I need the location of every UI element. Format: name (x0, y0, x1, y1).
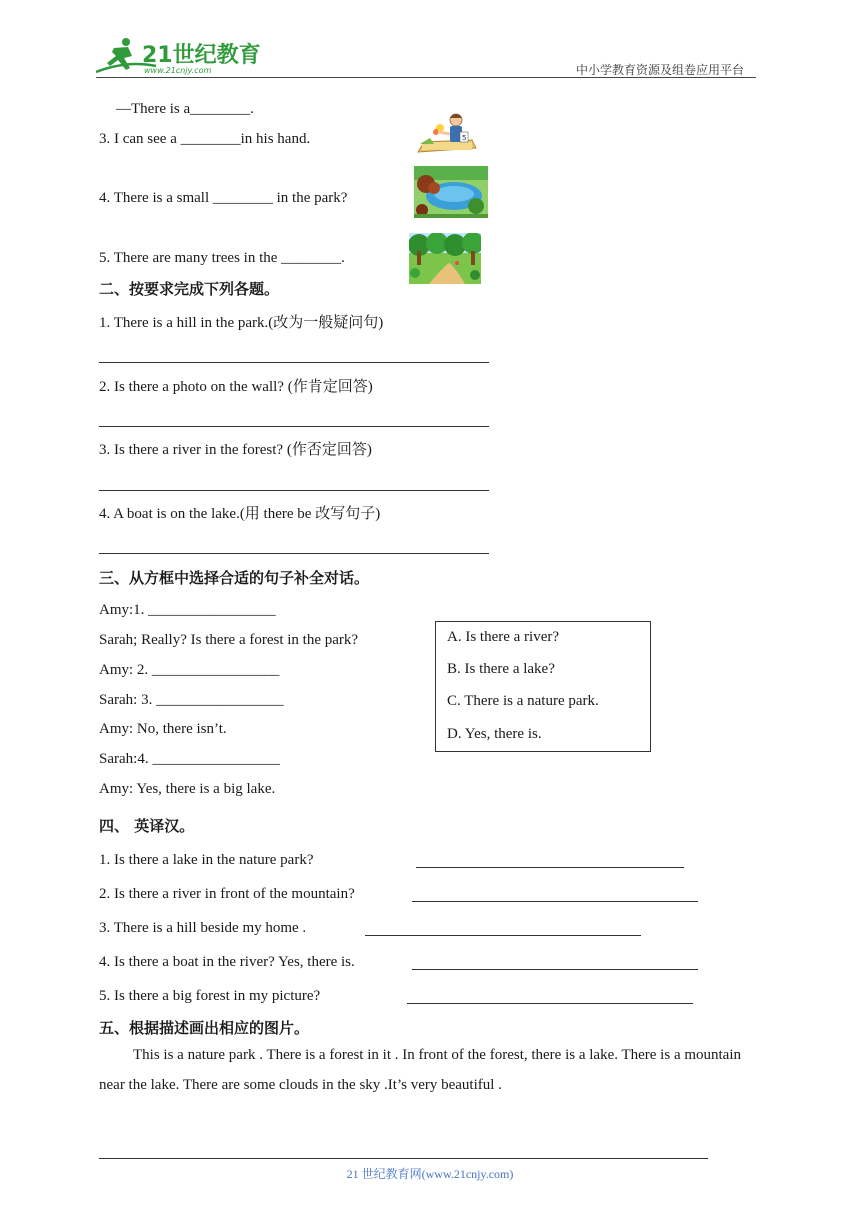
section-4-heading: 四、 英译汉。 (99, 817, 195, 835)
dialogue-line: Amy: Yes, there is a big lake. (99, 781, 276, 797)
translate-item-4: 4. Is there a boat in the river? Yes, there is. (99, 954, 355, 970)
translate-item-2: 2. Is there a river in front of the mountain? (99, 886, 355, 902)
footer-link[interactable]: 21 世纪教育网(www.21cnjy.com) (346, 1167, 514, 1181)
footer-divider (99, 1158, 708, 1159)
dialogue-line: Sarah:4. _________________ (99, 751, 280, 767)
translate-answer-1[interactable] (416, 867, 684, 868)
option-d: D. Yes, there is. (447, 726, 542, 742)
answer-line-1[interactable] (99, 362, 489, 363)
translate-answer-5[interactable] (407, 1003, 693, 1004)
translate-item-1: 1. Is there a lake in the nature park? (99, 852, 314, 868)
header-divider (96, 77, 756, 78)
platform-title: 中小学教育资源及组卷应用平台 (576, 63, 745, 77)
answer-line-2[interactable] (99, 426, 489, 427)
description-paragraph: This is a nature park . There is a forest in it . In front of the forest, there is a lake. There is a mountain near the lake. There are some clouds in the sky .It’s very beautiful . (99, 1047, 742, 1093)
question-4: 4. A boat is on the lake.(用 there be 改写句子) (99, 506, 381, 522)
dialogue-line: Amy: 2. _________________ (99, 662, 280, 678)
logo (96, 36, 261, 78)
dialogue-line: Amy: No, there isn’t. (99, 721, 227, 737)
item-answer: —There is a________. (116, 101, 254, 117)
item-3: 3. I can see a ________in his hand. (99, 131, 311, 147)
translate-answer-3[interactable] (365, 935, 641, 936)
translate-item-3: 3. There is a hill beside my home . (99, 920, 307, 936)
options-box (435, 621, 651, 752)
answer-line-3[interactable] (99, 490, 489, 491)
lake-picture (414, 166, 488, 218)
svg-text:5: 5 (462, 134, 467, 142)
option-c: C. There is a nature park. (447, 693, 599, 709)
logo-text: 21世纪教育 (142, 43, 261, 68)
section-3-heading: 三、从方框中选择合适的句子补全对话。 (99, 569, 370, 587)
section-5-heading: 五、根据描述画出相应的图片。 (99, 1019, 310, 1037)
question-3: 3. Is there a river in the forest? (作否定回答) (99, 442, 372, 458)
forest-picture (409, 233, 481, 284)
logo-url: www.21cnjy.com (144, 66, 212, 75)
translate-item-5: 5. Is there a big forest in my picture? (99, 988, 321, 1004)
item-4: 4. There is a small ________ in the park? (99, 190, 348, 206)
option-b: B. Is there a lake? (447, 661, 555, 677)
option-a: A. Is there a river? (447, 629, 560, 645)
question-2: 2. Is there a photo on the wall? (作肯定回答) (99, 379, 373, 395)
translate-answer-2[interactable] (412, 901, 698, 902)
item-5: 5. There are many trees in the ________. (99, 250, 345, 266)
dialogue-line: Amy:1. _________________ (99, 602, 276, 618)
person-flower-picture (416, 110, 478, 156)
question-1: 1. There is a hill in the park.(改为一般疑问句) (99, 315, 384, 331)
answer-line-4[interactable] (99, 553, 489, 554)
dialogue-line: Sarah; Really? Is there a forest in the park? (99, 632, 359, 648)
section-2-heading: 二、按要求完成下列各题。 (99, 280, 280, 298)
translate-answer-4[interactable] (412, 969, 698, 970)
dialogue-line: Sarah: 3. _________________ (99, 692, 284, 708)
